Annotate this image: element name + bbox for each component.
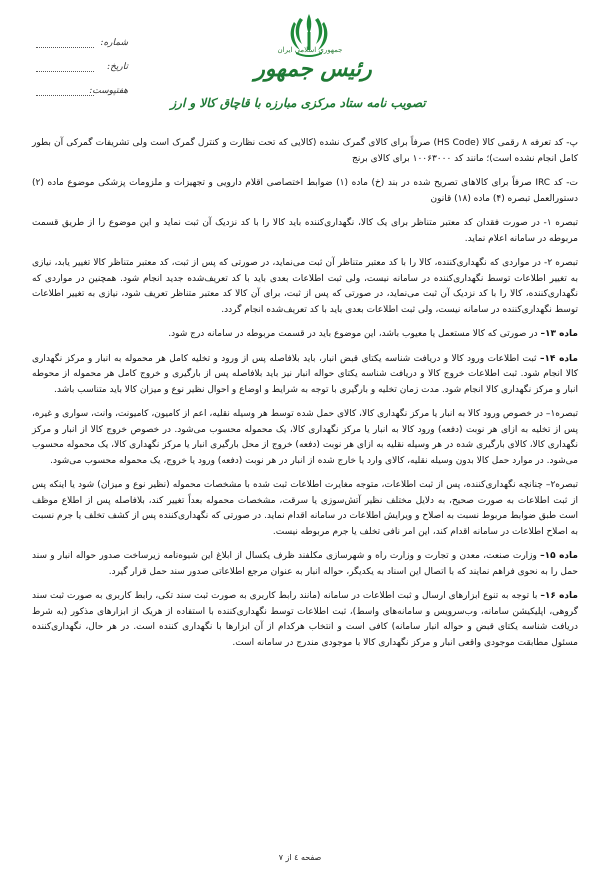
- page-number: صفحه ٤ از ٧: [278, 853, 322, 862]
- document-meta: [36, 38, 128, 110]
- date-line: [36, 71, 94, 72]
- president-title: رئیس جمهور: [254, 56, 372, 82]
- article-14: ماده ۱۴– ثبت اطلاعات ورود کالا و دریافت شناسه یکتای قبض انبار، باید بلافاصله پس از ورود و تخلیه کامل هر محموله به انبار و مرکز نگهداری کالا انجام شود. ثبت اطلاعات خروج کالا و دریافت شناسه یکتای حواله انبار نیز باید بلافاصله پس از بارگیری و خروج کامل هر محموله از محوطه انبار و مرکز نگهداری کالا انجام شود. مدت زمان تخلیه و بارگیری با توجه به شرایط و اوضاع و احوال نظیر نوع و میزان کالا باید متناسب باشد.: [32, 353, 578, 395]
- document-body: [32, 136, 578, 651]
- meta-attachment: [36, 86, 128, 110]
- article-16-heading: ماده ۱۶–: [540, 591, 578, 601]
- meta-date: [36, 62, 128, 86]
- article-15-heading: ماده ۱۵–: [540, 551, 578, 561]
- number-line: [36, 47, 94, 48]
- article-14-heading: ماده ۱۴–: [539, 353, 578, 364]
- iran-emblem-icon: [286, 12, 332, 62]
- meta-number: [36, 38, 128, 62]
- note-2: تبصره ۲- در مواردی که نگهداری‌کننده، کالا را با کد معتبر متناظر آن ثبت می‌نماید، در صورتی که پس از ثبت، کد معتبر متناظر کالا تغییر یابد، نیازی به تغییر اطلاعات توسط نگهداری‌کننده در سامانه نیست، ولی ثبت اطلاعات بعدی باید با کد تعریف‌شده جدید انجام شود. همچنین در مواردی که نگهداری‌کننده، کالا را با کد نزدیک آن ثبت می‌نماید، در صورتی که پس از ثبت، برای آن کالا کد معتبر متناظر تعریف شود، نیازی به تغییر اطلاعات توسط نگهداری‌کننده در سامانه نیست، ولی ثبت اطلاعات بعدی باید با کد تعریف‌شده انجام گردد.: [32, 258, 578, 315]
- paragraph-p: پ- کد تعرفه ۸ رقمی کالا (HS Code) صرفاً برای کالای گمرک نشده (کالایی که تحت نظارت و کنترل گمرک است ولی تشریفات گمرکی آن بطور کامل انجام نشده است)؛ مانند کد ۱۰۰۶۳۰۰۰ برای کالای برنج: [32, 138, 578, 164]
- attachment-line: [36, 95, 94, 96]
- article-13-heading: ماده ۱۳–: [540, 329, 578, 339]
- attachment-label: هفتپوست:: [89, 86, 128, 96]
- article-16: ماده ۱۶– با توجه به تنوع ابزارهای ارسال و ثبت اطلاعات در سامانه (مانند رابط کاربری به صورت ثبت سند تکی، رابط کاربری به صورت ثبت سند گروهی، اپلیکیشن سامانه، وب‌سرویس و سامانه‌های واسط)، ثبت اطلاعات توسط نگهداری‌کننده با استفاده از هریک از ابزارهای مذکور (به شرط دریافت شناسه یکتای قبض و حواله انبار سامانه) کافی است و انتخاب هرکدام از آن ابزارها با نگهداری کننده است. در هر حال، نگهداری‌کننده مسئول مطابقت موجودی واقعی انبار و مرکز نگهداری کالا با موجودی مندرج در سامانه است.: [32, 591, 578, 648]
- article-15: ماده ۱۵– وزارت صنعت، معدن و تجارت و وزارت راه و شهرسازی مکلفند ظرف یکسال از ابلاغ این شیوه‌نامه زیرساخت صدور حواله انبار و سند حمل را به نحوی فراهم نمایند که با اتصال این اسناد به یکدیگر، حواله انبار به عنوان مرجع اطلاعاتی صدور سند حمل قرار گیرد.: [32, 551, 578, 577]
- date-label: تاریخ:: [107, 62, 128, 72]
- note-1: تبصره ۱- در صورت فقدان کد معتبر متناظر برای یک کالا، نگهداری‌کننده باید کالا را با کد نزدیک آن ثبت نماید و این موضوع را از طریق قسمت مربوطه در سامانه اعلام نماید.: [32, 218, 578, 244]
- article-13: ماده ۱۳– در صورتی که کالا مستعمل یا معیوب باشد، این موضوع باید در قسمت مربوطه در سامانه درج شود.: [168, 329, 578, 339]
- article-14-note-1: تبصره۱– در خصوص ورود کالا به انبار یا مرکز نگهداری کالا، کالای حمل شده توسط هر وسیله نقلیه، اعم از کامیون، کامیونت، وانت، سواری و غیره، پس از تخلیه به ازای هر نوبت (دفعه) ورود کالا به انبار یا مرکز نگهداری کالا، یک محموله محسوب می‌شود. در خصوص خروج کالا از انبار و مرکز نگهداری کالا، کالای بارگیری شده در هر وسیله نقلیه به ازای هر نوبت (دفعه) خروج از محل بارگیری انبار یا مرکز نگهداری کالا، یک محموله محسوب می‌شود. در موارد حمل کالا بدون وسیله نقلیه، کالای وارد یا خارج شده از انبار در هر نوبت (دفعه) ورود یا خروج، یک محموله محسوب می‌شود.: [32, 409, 578, 466]
- document-subtitle: تصویب نامه ستاد مرکزی مبارزه با قاچاق کالا و ارز: [170, 96, 426, 110]
- number-label: شماره:: [100, 38, 128, 48]
- republic-label: جمهوری اسلامی ایران: [277, 46, 343, 54]
- paragraph-t: ت- کد IRC صرفاً برای کالاهای تصریح شده در بند (خ) ماده (۱) ضوابط اختصاصی اقلام دارویی و تجهیزات و ملزومات پزشکی موضوع ماده (۲) دستورالعمل تبصره (۴) ماده (۱۸) قانون: [32, 178, 578, 204]
- article-14-note-2: تبصره۲– چنانچه نگهداری‌کننده، پس از ثبت اطلاعات، متوجه مغایرت اطلاعات ثبت شده با مشخصات محموله (نظیر نوع و میزان) شود یا اینکه پس از ثبت اطلاعات به صورت صحیح، به دلایل مختلف نظیر آتش‌سوزی یا سرقت، مشخصات محموله بعداً تغییر کند، بلافاصله پس از اطلاع موظف است طبق ضوابط مربوط نسبت به اصلاح و ویرایش اطلاعات در سامانه اقدام نماید. در صورتی که نگهداری‌کننده پس از کشف تخلف یا جرم نسبت به اصلاح اطلاعات در سامانه اقدام کند، این امر نافی تخلف یا جرم مربوطه نیست.: [32, 480, 578, 537]
